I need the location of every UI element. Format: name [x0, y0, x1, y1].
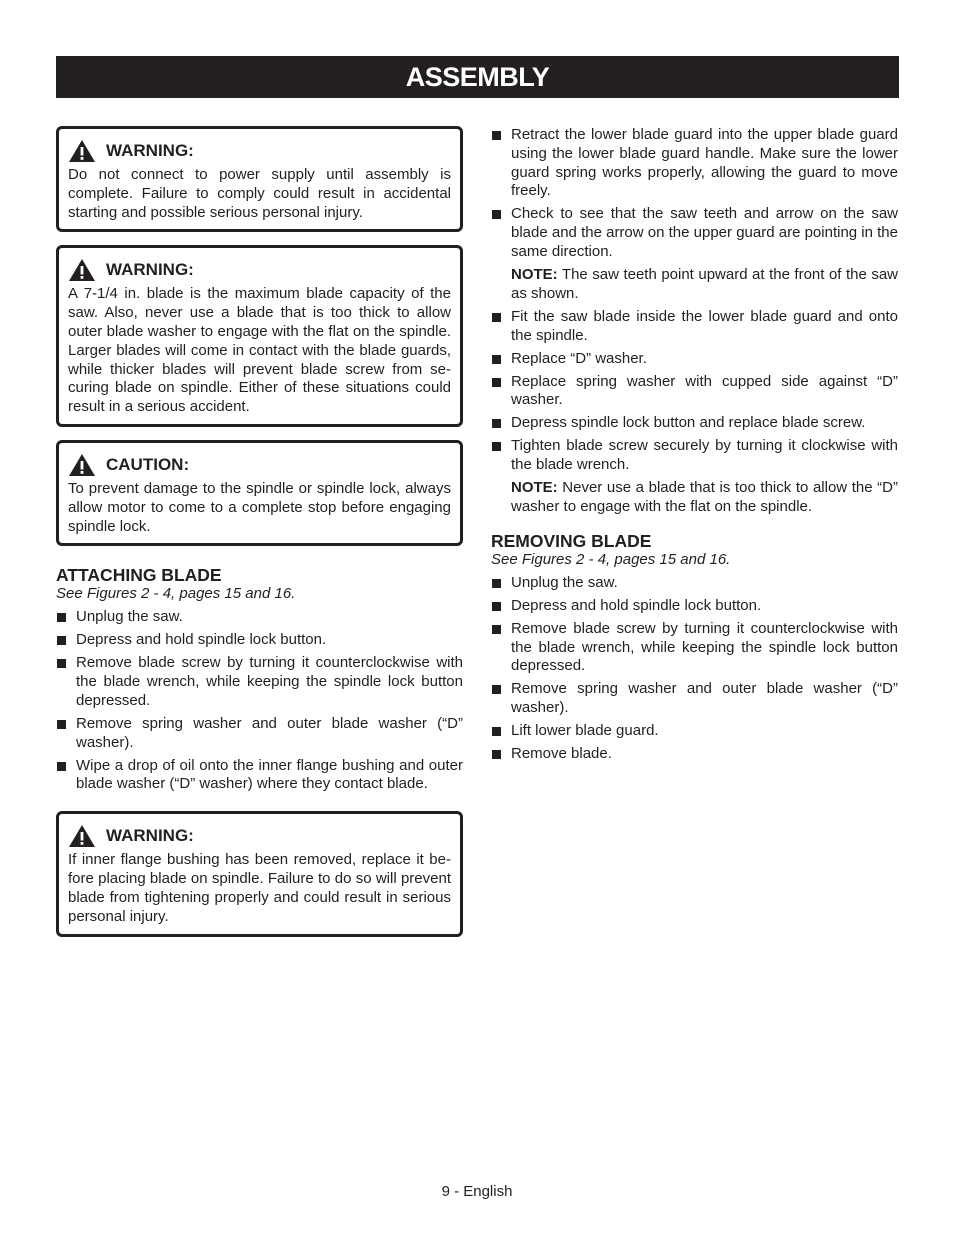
warning-box-power [56, 126, 463, 232]
list-item: Remove blade screw by turning it counterclockwise with the blade wrench, while keeping the spindle lock button depressed. [56, 654, 463, 710]
warning-title: WARNING: [106, 826, 194, 846]
list-item: Remove blade. [491, 745, 898, 764]
caution-box-spindle [56, 440, 463, 546]
warning-box-blade-capacity [56, 245, 463, 427]
warning-text: A 7-1/4 in. blade is the maximum blade capacity of the saw. Also, never use a blade that is too thick to allow outer blade washer to engage with the flat on the spindle. Larger blades will come in contact with the blade guards, while thicker blades will prevent blade screw from se-curing blade on spindle. Either of these situations could result in a serious accident. [68, 285, 451, 416]
caution-title: CAUTION: [106, 454, 190, 474]
note-blade-thickness: NOTE: Never use a blade that is too thick to allow the “D” washer to engage with the flat on the spindle. [511, 479, 899, 515]
removing-blade-steps [491, 574, 898, 764]
caution-text: To prevent damage to the spindle or spindle lock, always allow motor to come to a complete stop before engaging spindle lock. [68, 479, 451, 535]
warning-icon [68, 824, 96, 848]
list-item: Check to see that the saw teeth and arrow on the saw blade and the arrow on the upper guard are pointing in the same direction. [491, 205, 898, 261]
list-item: Tighten blade screw securely by turning it clockwise with the blade wrench. [491, 437, 898, 475]
list-item: Remove spring washer and outer blade washer (“D” washer). [56, 715, 463, 753]
list-item: Depress and hold spindle lock button. [491, 597, 898, 616]
warning-title: WARNING: [106, 141, 194, 160]
list-item: Retract the lower blade guard into the upper blade guard using the lower blade guard handle. Make sure the lower guard spring works properly, allowing the guard to move freely. [491, 126, 898, 201]
list-item: Depress spindle lock button and replace blade screw. [491, 414, 898, 433]
list-item: Remove spring washer and outer blade washer (“D” washer). [491, 680, 898, 718]
note-saw-teeth: NOTE: The saw teeth point upward at the front of the saw as shown. [511, 265, 898, 302]
warning-box-flange-bushing [56, 811, 463, 936]
caution-icon [68, 453, 96, 477]
list-item: Unplug the saw. [56, 608, 463, 627]
attaching-blade-steps-final [491, 308, 898, 475]
right-column [491, 126, 898, 768]
warning-title: WARNING: [106, 260, 194, 280]
left-column [56, 126, 463, 950]
list-item: Wipe a drop of oil onto the inner flange bushing and outer blade washer (“D” washer) where they contact blade. [56, 757, 463, 795]
attaching-blade-figure-ref: See Figures 2 - 4, pages 15 and 16. [56, 585, 296, 603]
warning-text: Do not connect to power supply until assembly is complete. Failure to comply could result in accidental starting and possible serious personal injury. [68, 166, 451, 221]
page-title: ASSEMBLY [56, 56, 899, 98]
list-item: Depress and hold spindle lock button. [56, 631, 463, 650]
warning-text: If inner flange bushing has been removed, replace it be-fore placing blade on spindle. Failure to do so will prevent blade from tightening properly and could result in serious personal injury. [68, 851, 451, 925]
attaching-blade-heading: ATTACHING BLADE [56, 565, 222, 586]
removing-blade-figure-ref: See Figures 2 - 4, pages 15 and 16. [491, 550, 731, 568]
removing-blade-heading: REMOVING BLADE [491, 530, 652, 551]
attaching-blade-steps [56, 608, 463, 794]
list-item: Lift lower blade guard. [491, 722, 898, 741]
list-item: Replace spring washer with cupped side against “D” washer. [491, 373, 898, 411]
attaching-blade-steps-continued [491, 126, 898, 262]
warning-icon [68, 139, 96, 163]
list-item: Fit the saw blade inside the lower blade guard and onto the spindle. [491, 308, 898, 346]
list-item: Unplug the saw. [491, 574, 898, 593]
list-item: Replace “D” washer. [491, 350, 898, 369]
warning-icon [68, 258, 96, 282]
page-number: 9 - English [441, 1183, 513, 1200]
list-item: Remove blade screw by turning it counterclockwise with the blade wrench, while keeping the spindle lock button depressed. [491, 620, 898, 676]
